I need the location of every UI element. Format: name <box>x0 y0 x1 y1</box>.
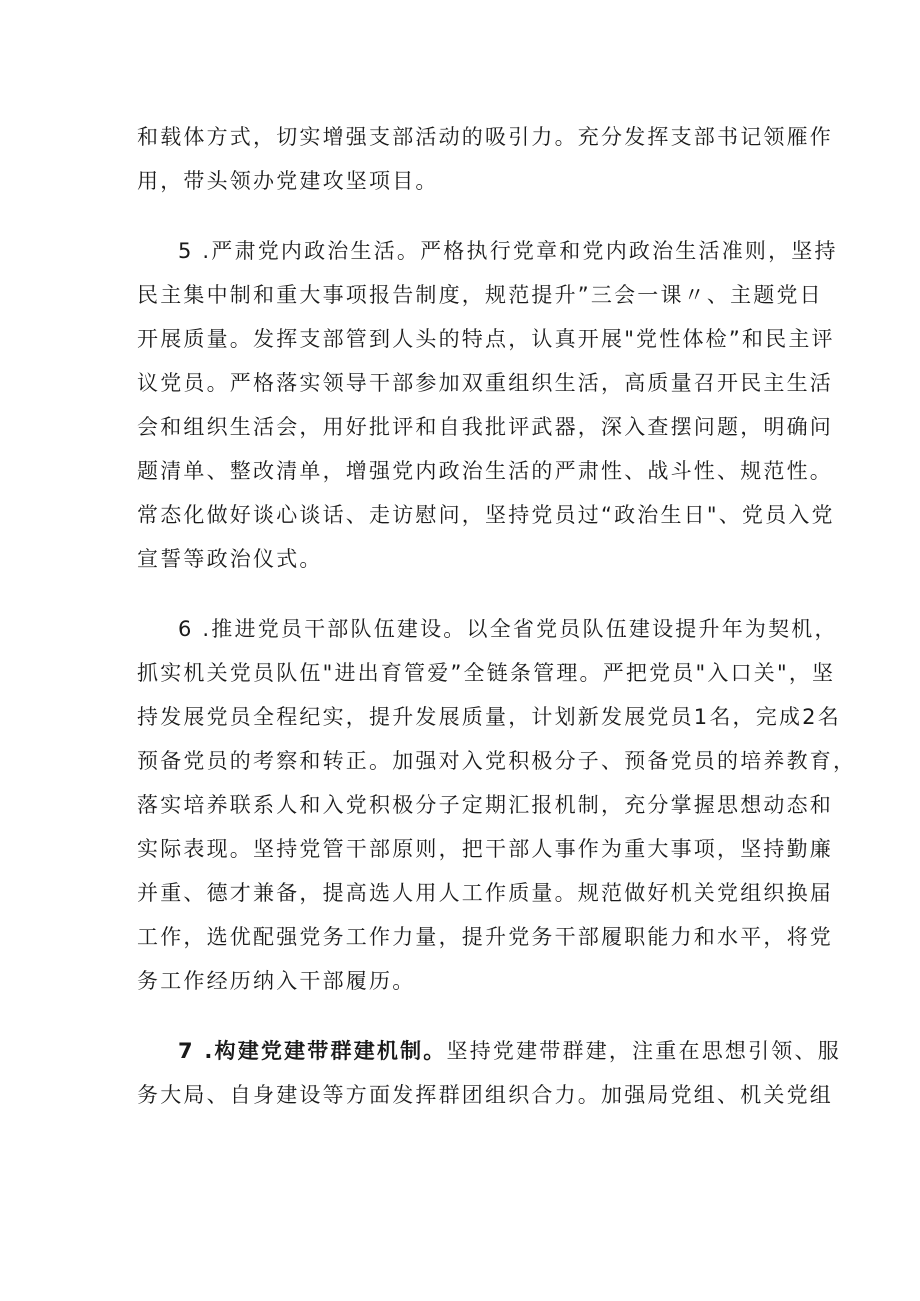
paragraph-line: 议党员。严格落实领导干部参加双重组织生活，高质量召开民主生活 <box>137 371 833 395</box>
paragraph-line: 实际表现。坚持党管干部原则，把干部人事作为重大事项，坚持勤廉 <box>137 837 833 861</box>
paragraph-line: 题清单、整改清单，增强党内政治生活的严肃性、战斗性、规范性。 <box>137 459 833 483</box>
paragraph-line: 会和组织生活会，用好批评和自我批评武器，深入查摆问题，明确问 <box>137 415 833 439</box>
section-heading: 7 .构建党建带群建机制。 <box>178 1039 447 1063</box>
paragraph-line: 落实培养联系人和入党积极分子定期汇报机制，充分掌握思想动态和 <box>137 793 833 817</box>
paragraph-line: 抓实机关党员队伍"进出育管爱”全链条管理。严把党员"入口关"，坚 <box>137 661 836 685</box>
paragraph-line: 民主集中制和重大事项报告制度，规范提升”三会一课〃、主题党日 <box>137 283 823 307</box>
paragraph-line <box>178 1029 841 1073</box>
paragraph-line: 宣誓等政治仪式。 <box>137 547 323 571</box>
paragraph-line: 务工作经历纳入干部履历。 <box>137 969 416 993</box>
paragraph-line: 务大局、自身建设等方面发挥群团组织合力。加强局党组、机关党组 <box>137 1083 833 1107</box>
paragraph-line: 和载体方式，切实增强支部活动的吸引力。充分发挥支部书记领雁作 <box>137 125 833 149</box>
paragraph-text: 坚持党建带群建，注重在思想引领、服 <box>446 1039 841 1063</box>
paragraph-line: 工作，选优配强党务工作力量，提升党务干部履职能力和水平，将党 <box>137 925 833 949</box>
paragraph-line: 并重、德才兼备，提高选人用人工作质量。规范做好机关党组织换届 <box>137 881 833 905</box>
paragraph-line: 6 .推进党员干部队伍建设。以全省党员队伍建设提升年为契机， <box>178 617 838 641</box>
paragraph-line: 预备党员的考察和转正。加强对入党积极分子、预备党员的培养教育， <box>137 749 857 773</box>
paragraph-line: 用，带头领办党建攻坚项目。 <box>137 169 439 193</box>
paragraph-line: 5 .严肃党内政治生活。严格执行党章和党内政治生活准则，坚持 <box>178 239 838 263</box>
paragraph-line: 常态化做好谈心谈话、走访慰问，坚持党员过“政治生日"、党员入党 <box>137 503 835 527</box>
paragraph-line: 开展质量。发挥支部管到人头的特点，认真开展"党性体检”和民主评 <box>137 327 835 351</box>
paragraph-line: 持发展党员全程纪实，提升发展质量，计划新发展党员1名，完成2名 <box>137 705 841 729</box>
